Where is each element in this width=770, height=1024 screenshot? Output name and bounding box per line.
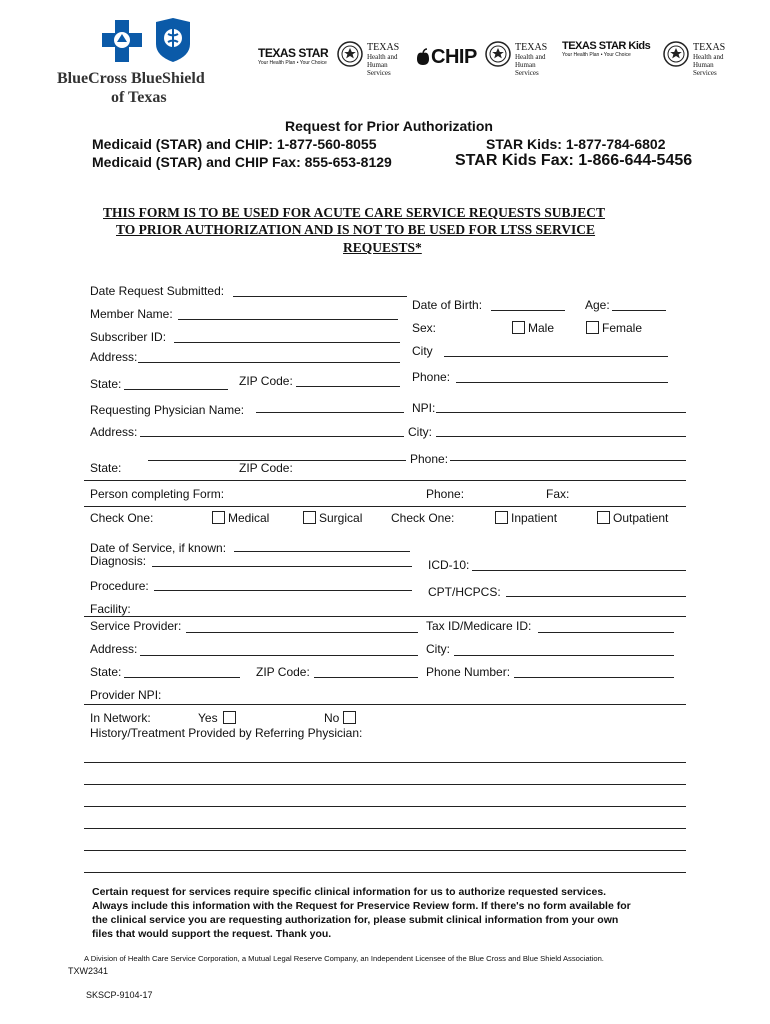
brand-name-line2: of Texas [111, 89, 167, 106]
physician-address-label: Address: [90, 425, 138, 439]
hhs-logo-3: TEXAS Health and Human Services [662, 38, 742, 74]
female-checkbox[interactable] [586, 321, 599, 334]
history-line-1[interactable] [84, 762, 686, 763]
form-code-1: TXW2341 [68, 966, 109, 976]
surgical-label: Surgical [319, 511, 363, 525]
texas-seal-icon [336, 40, 364, 68]
member-address-field[interactable] [138, 362, 400, 363]
form-title: Request for Prior Authorization [285, 118, 493, 134]
cpt-field[interactable] [506, 596, 686, 597]
provider-npi-label: Provider NPI: [90, 688, 162, 702]
form-code-2: SKSCP-9104-17 [86, 990, 153, 1000]
male-checkbox[interactable] [512, 321, 525, 334]
physician-name-label: Requesting Physician Name: [90, 403, 245, 417]
member-zip-field[interactable] [296, 386, 400, 387]
date-of-service-field[interactable] [234, 551, 410, 552]
female-label: Female [602, 321, 643, 335]
outpatient-label: Outpatient [613, 511, 669, 525]
facility-field[interactable] [84, 616, 686, 617]
procedure-field[interactable] [154, 590, 412, 591]
physician-city-field[interactable] [436, 436, 686, 437]
npi-label: NPI: [412, 401, 436, 415]
procedure-label: Procedure: [90, 579, 149, 593]
provider-phone-field[interactable] [514, 677, 674, 678]
in-network-no-checkbox[interactable] [343, 711, 356, 724]
check-one-label-2: Check One: [391, 511, 455, 525]
member-address-label: Address: [90, 350, 138, 364]
provider-state-field[interactable] [124, 677, 240, 678]
facility-label: Facility: [90, 602, 131, 616]
provider-phone-label: Phone Number: [426, 665, 511, 679]
texas-seal-icon [484, 40, 512, 68]
notice-line2: TO PRIOR AUTHORIZATION AND IS NOT TO BE USED FOR LTSS SERVICE [116, 222, 596, 237]
person-completing-label: Person completing Form: [90, 487, 225, 501]
physician-name-field[interactable] [256, 412, 404, 413]
person-fax-label: Fax: [546, 487, 570, 501]
tax-id-field[interactable] [538, 632, 674, 633]
tax-id-label: Tax ID/Medicare ID: [426, 619, 532, 633]
provider-zip-label: ZIP Code: [256, 665, 310, 679]
footer-note-line2: Always include this information with the Request for Preservice Review form. If there's no form available for [92, 900, 631, 912]
member-state-label: State: [90, 377, 122, 391]
diagnosis-label: Diagnosis: [90, 554, 147, 568]
in-network-yes-checkbox[interactable] [223, 711, 236, 724]
footer-note-line1: Certain request for services require specific clinical information for us to authorize requested services. [92, 886, 607, 898]
history-line-4[interactable] [84, 828, 686, 829]
icd10-field[interactable] [472, 570, 686, 571]
dob-field[interactable] [491, 310, 565, 311]
date-of-service-label: Date of Service, if known: [90, 541, 227, 555]
bcbs-logo [100, 18, 210, 68]
cpt-label: CPT/HCPCS: [428, 585, 501, 599]
hhs-logo-1: TEXAS Health and Human Services [336, 38, 414, 74]
history-line-5[interactable] [84, 850, 686, 851]
dob-label: Date of Birth: [412, 298, 483, 312]
icd10-label: ICD-10: [428, 558, 470, 572]
physician-divider [84, 480, 686, 481]
yes-label: Yes [198, 711, 218, 725]
history-line-3[interactable] [84, 806, 686, 807]
notice-line3: REQUESTS* [343, 240, 422, 255]
physician-city-label: City: [408, 425, 432, 439]
sex-label: Sex: [412, 321, 437, 335]
physician-phone-field[interactable] [450, 460, 686, 461]
surgical-checkbox[interactable] [303, 511, 316, 524]
provider-city-field[interactable] [454, 655, 674, 656]
texas-seal-icon [662, 40, 690, 68]
member-name-field[interactable] [178, 319, 398, 320]
physician-state-label: State: [90, 461, 122, 475]
brand-name-line1: BlueCross BlueShield [57, 70, 205, 87]
provider-npi-divider [84, 704, 686, 705]
male-label: Male [528, 321, 555, 335]
medicaid-phone: Medicaid (STAR) and CHIP: 1-877-560-8055 [92, 136, 377, 152]
provider-city-label: City: [426, 642, 450, 656]
apple-icon [416, 48, 430, 66]
person-phone-label: Phone: [426, 487, 465, 501]
age-label: Age: [585, 298, 610, 312]
member-zip-label: ZIP Code: [239, 374, 293, 388]
service-provider-field[interactable] [186, 632, 418, 633]
history-label: History/Treatment Provided by Referring Physician: [90, 726, 363, 740]
npi-field[interactable] [436, 412, 686, 413]
physician-zip-label: ZIP Code: [239, 461, 293, 475]
person-divider [84, 506, 686, 507]
outpatient-checkbox[interactable] [597, 511, 610, 524]
footer-note-line3: the clinical service you are requesting authorization for, please submit clinical information from your own [92, 914, 619, 926]
provider-state-label: State: [90, 665, 122, 679]
member-city-label: City [412, 344, 433, 358]
date-request-label: Date Request Submitted: [90, 284, 225, 298]
medical-label: Medical [228, 511, 270, 525]
diagnosis-field[interactable] [152, 566, 412, 567]
provider-zip-field[interactable] [314, 677, 418, 678]
date-request-field[interactable] [233, 296, 407, 297]
history-line-6[interactable] [84, 872, 686, 873]
medicaid-fax: Medicaid (STAR) and CHIP Fax: 855-653-8129 [92, 154, 392, 170]
starkids-phone: STAR Kids: 1-877-784-6802 [486, 136, 666, 152]
texas-star-logo: TEXAS STAR Your Health Plan • Your Choice [258, 46, 329, 66]
in-network-label: In Network: [90, 711, 151, 725]
starkids-fax: STAR Kids Fax: 1-866-644-5456 [455, 152, 693, 169]
age-field[interactable] [612, 310, 666, 311]
star-kids-logo: TEXAS STAR Kids Your Health Plan • Your Choice [562, 40, 651, 58]
division-statement: A Division of Health Care Service Corporation, a Mutual Legal Reserve Company, an Independent Licensee of the Blue Cross and Blue Shield Association. [84, 954, 604, 963]
member-state-field[interactable] [124, 389, 228, 390]
physician-address-field[interactable] [140, 436, 404, 437]
no-label: No [324, 711, 340, 725]
member-phone-field[interactable] [456, 382, 668, 383]
medical-checkbox[interactable] [212, 511, 225, 524]
subscriber-id-field[interactable] [174, 342, 400, 343]
blue-shield-icon [152, 16, 194, 64]
check-one-label: Check One: [90, 511, 154, 525]
provider-address-field[interactable] [140, 655, 418, 656]
history-line-2[interactable] [84, 784, 686, 785]
member-phone-label: Phone: [412, 370, 451, 384]
hhs-logo-2: TEXAS Health and Human Services [484, 38, 562, 74]
provider-address-label: Address: [90, 642, 138, 656]
member-name-label: Member Name: [90, 307, 173, 321]
footer-note-line4: files that would support the request. Thank you. [92, 928, 332, 940]
inpatient-checkbox[interactable] [495, 511, 508, 524]
physician-phone-label: Phone: [410, 452, 449, 466]
blue-cross-icon [100, 18, 144, 64]
member-city-field[interactable] [444, 356, 668, 357]
notice-line1: THIS FORM IS TO BE USED FOR ACUTE CARE SERVICE REQUESTS SUBJECT [103, 205, 606, 220]
chip-logo: CHIP [416, 46, 476, 72]
subscriber-id-label: Subscriber ID: [90, 330, 167, 344]
inpatient-label: Inpatient [511, 511, 558, 525]
service-provider-label: Service Provider: [90, 619, 182, 633]
